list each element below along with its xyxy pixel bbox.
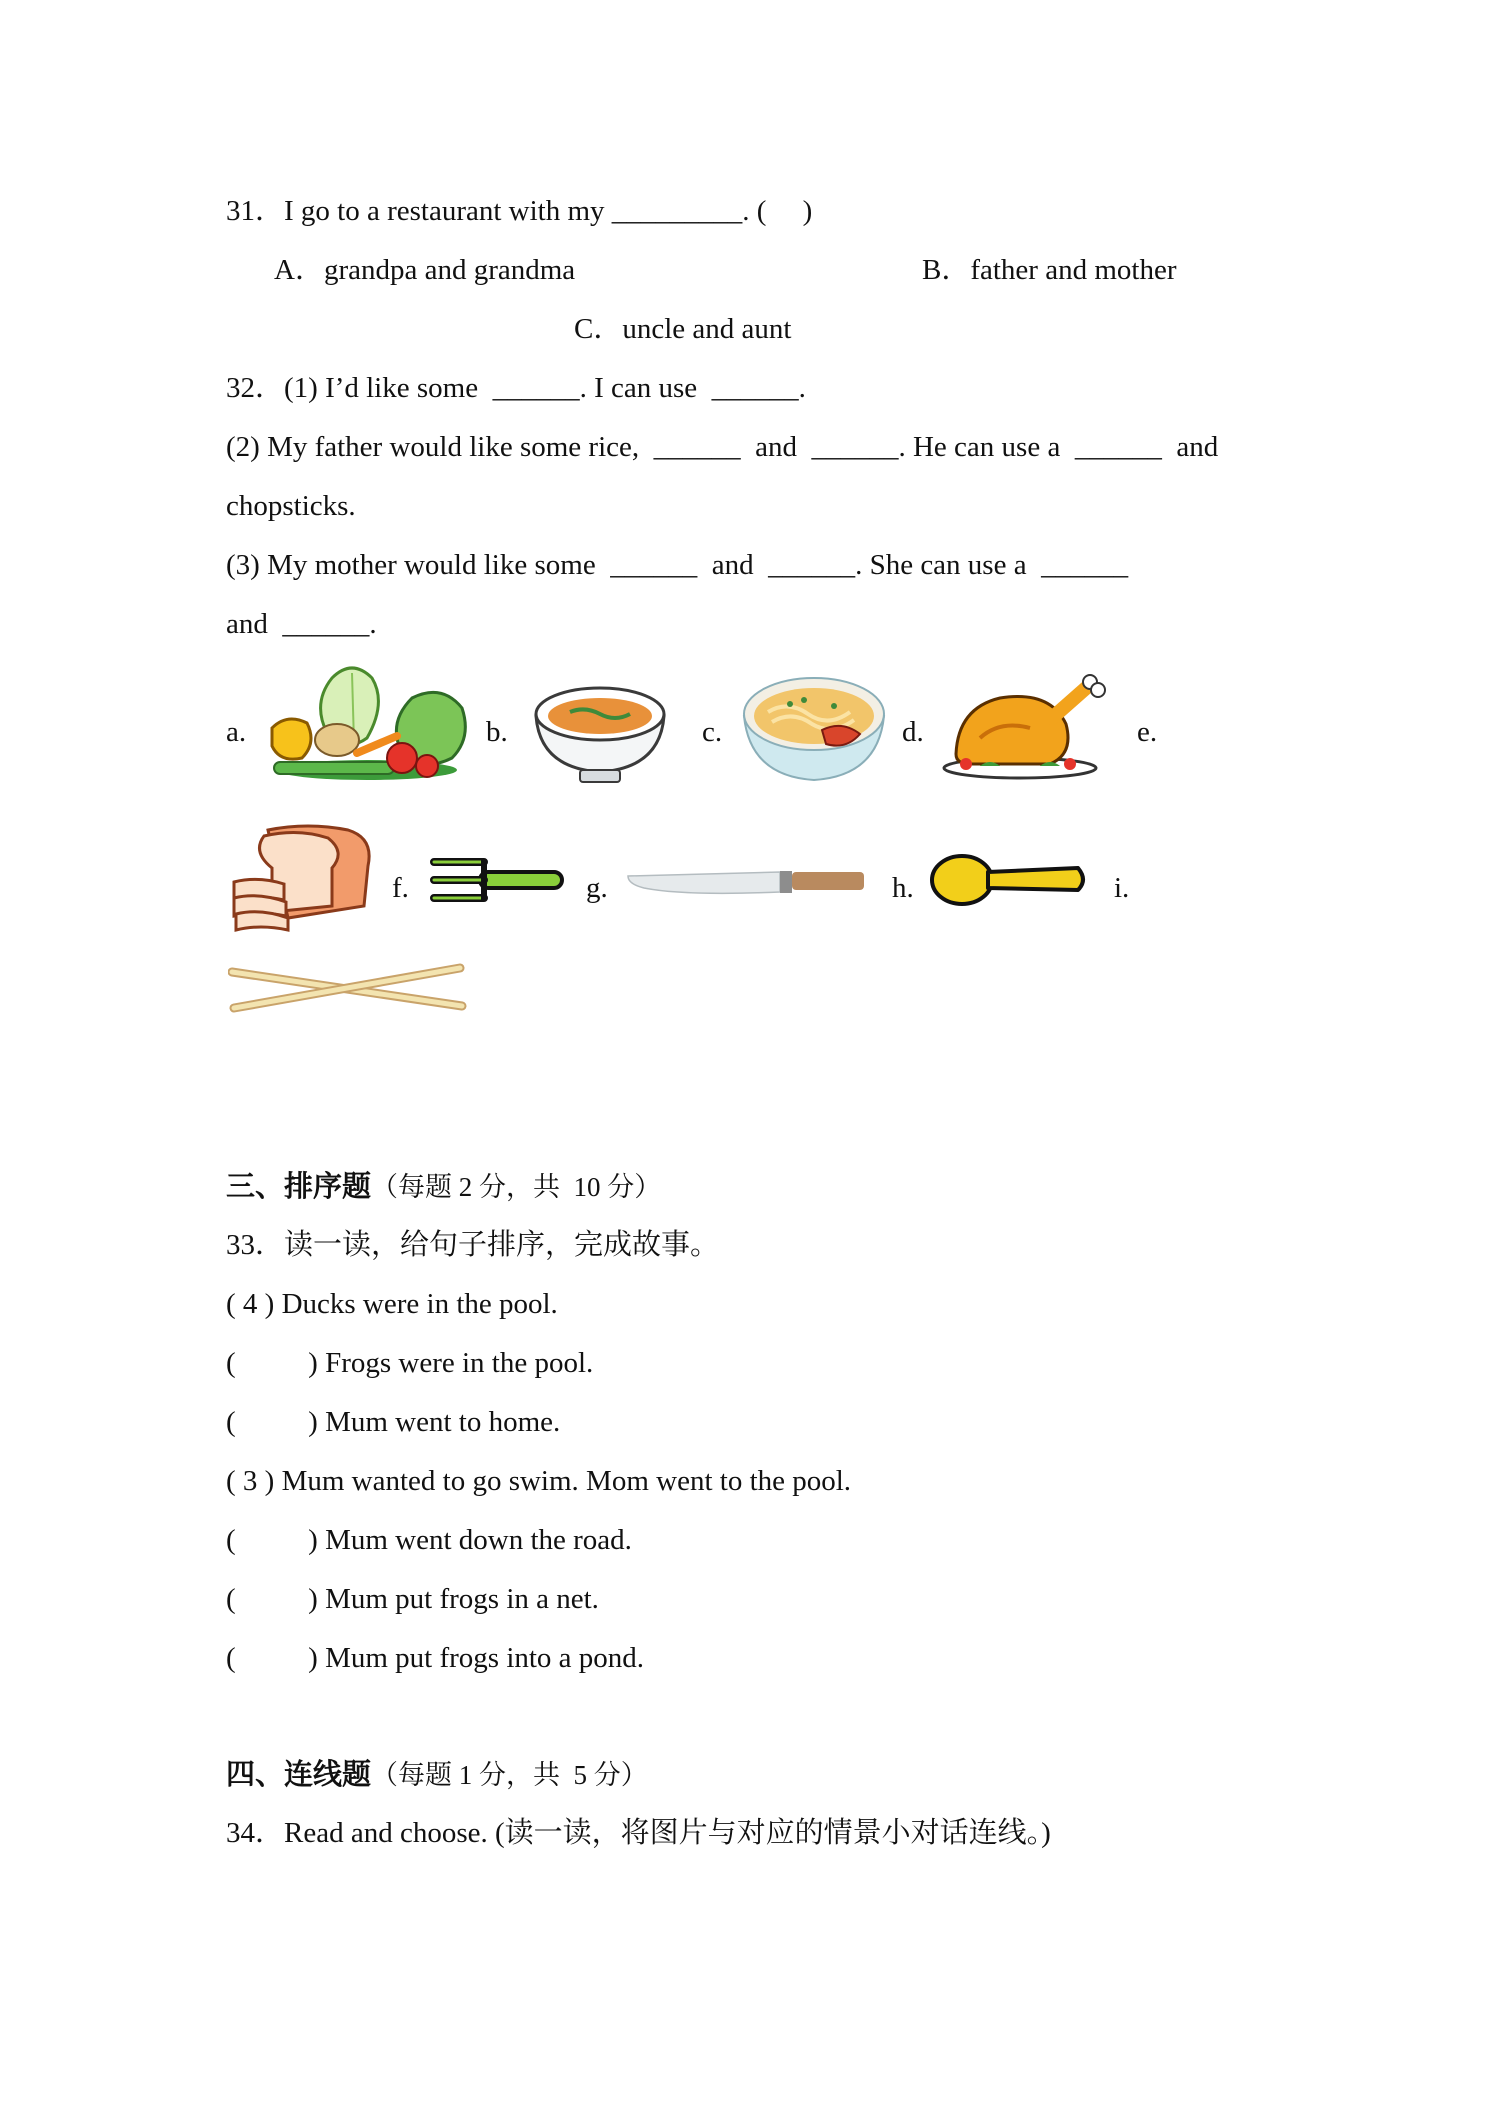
picture-label-f: f.	[392, 872, 409, 904]
q31-option-b: B．father and mother	[922, 254, 1177, 286]
q33-item-2: ( ) Frogs were in the pool.	[226, 1347, 594, 1379]
roast-chicken-picture	[940, 668, 1110, 784]
section-3-heading	[226, 1169, 662, 1203]
q33-item-7: ( ) Mum put frogs into a pond.	[226, 1642, 645, 1674]
q31-option-c: C．uncle and aunt	[574, 313, 792, 345]
fork-picture	[426, 852, 566, 908]
knife-picture	[624, 862, 868, 902]
bread-picture	[228, 822, 378, 938]
section-4-title: 四、连线题	[226, 1757, 372, 1791]
spoon-picture	[928, 850, 1092, 910]
q32-line-1: 32．(1) I’d like some ______. I can use ______.	[226, 372, 806, 404]
section-4-heading	[226, 1757, 648, 1791]
q32-line-5: and ______.	[226, 608, 377, 640]
q31-stem: 31．I go to a restaurant with my _________. ( )	[226, 195, 813, 227]
q33-item-6: ( ) Mum put frogs in a net.	[226, 1583, 599, 1615]
vegetables-picture	[262, 658, 472, 788]
picture-label-g: g.	[586, 872, 608, 904]
q33-item-4: ( 3 ) Mum wanted to go swim. Mom went to the pool.	[226, 1465, 852, 1497]
q33-stem: 33．读一读，给句子排序，完成故事。	[226, 1229, 720, 1261]
picture-label-h: h.	[892, 872, 914, 904]
q32-line-2: (2) My father would like some rice, ______ and ______. He can use a ______ and	[226, 431, 1219, 463]
chopsticks-picture	[228, 962, 468, 1026]
picture-label-d: d.	[902, 716, 924, 748]
q32-line-3: chopsticks.	[226, 490, 356, 522]
picture-label-b: b.	[486, 716, 508, 748]
section-4-note: （每题 1 分，共 5 分）	[371, 1760, 648, 1790]
q32-line-4: (3) My mother would like some ______ and ______. She can use a ______	[226, 549, 1129, 581]
picture-label-c: c.	[702, 716, 723, 748]
section-3-title: 三、排序题	[226, 1169, 372, 1203]
soup-bowl-picture	[530, 668, 670, 786]
q34-stem: 34．Read and choose. (读一读，将图片与对应的情景小对话连线。)	[226, 1817, 1051, 1849]
q31-option-a: A．grandpa and grandma	[274, 254, 576, 286]
noodle-bowl-picture	[738, 664, 890, 790]
q33-item-3: ( ) Mum went to home.	[226, 1406, 561, 1438]
section-3-note: （每题 2 分，共 10 分）	[371, 1172, 662, 1202]
q33-item-1: ( 4 ) Ducks were in the pool.	[226, 1288, 558, 1320]
picture-label-i: i.	[1114, 872, 1130, 904]
picture-label-a: a.	[226, 716, 247, 748]
q33-item-5: ( ) Mum went down the road.	[226, 1524, 632, 1556]
picture-label-e: e.	[1137, 716, 1158, 748]
